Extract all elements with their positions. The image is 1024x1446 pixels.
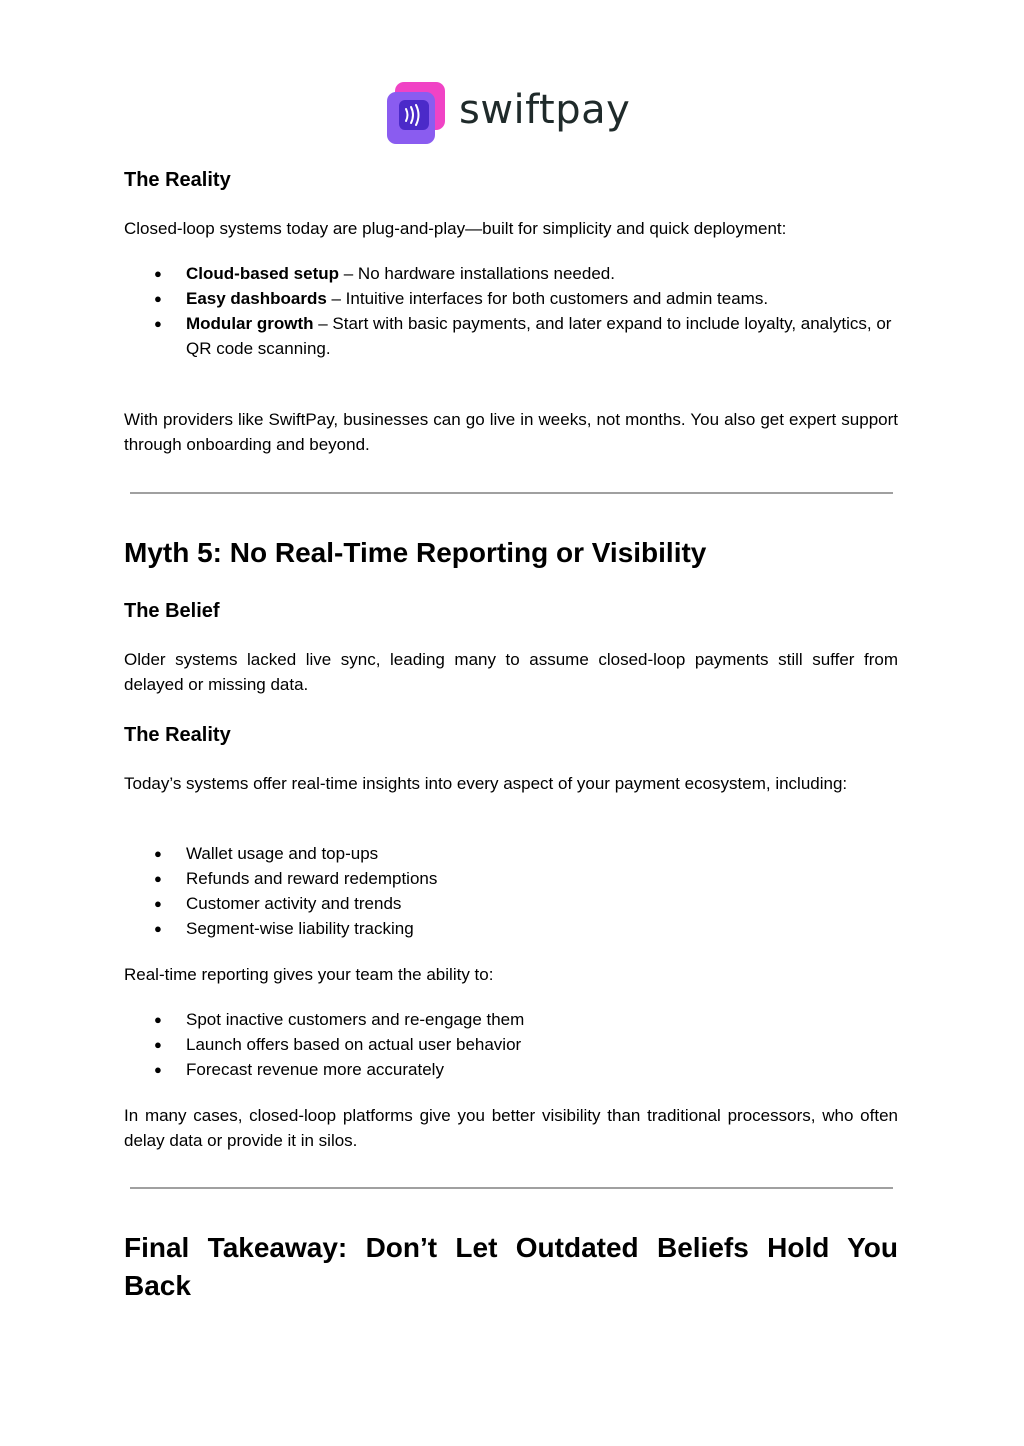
ability-intro-wrap (124, 962, 898, 987)
logo-wordmark: swiftpay (459, 87, 631, 133)
list-item (124, 261, 898, 286)
bullet-bold: Modular growth (186, 314, 314, 333)
divider (130, 492, 893, 494)
list-item: ● Wallet usage and top-ups (124, 841, 898, 866)
swiftpay-logo (385, 80, 645, 146)
list-item: ● Refunds and reward redemptions (124, 866, 898, 891)
reality-closing: With providers like SwiftPay, businesses can go live in weeks, not months. You also get expert support through onboarding and beyond. (124, 410, 898, 454)
list-item: ● Forecast revenue more accurately (124, 1057, 898, 1082)
list-item: ● Spot inactive customers and re-engage them (124, 1007, 898, 1032)
myth5-closing: In many cases, closed-loop platforms give you better visibility than traditional processors, who often delay data or provide it in silos. (124, 1106, 898, 1150)
ability-intro: Real-time reporting gives your team the ability to: (124, 965, 494, 984)
belief-text-wrap (124, 647, 898, 697)
divider (130, 1187, 893, 1189)
myth5-title-wrap (124, 534, 898, 572)
bullet-text: – Start with basic payments, and later expand to include loyalty, analytics, or QR code scanning. (186, 314, 892, 358)
list-item: ● Launch offers based on actual user behavior (124, 1032, 898, 1057)
final-title-wrap (124, 1229, 898, 1305)
final-title: Final Takeaway: Don’t Let Outdated Beliefs Hold You Back (124, 1232, 898, 1301)
myth5-title: Myth 5: No Real-Time Reporting or Visibility (124, 537, 707, 568)
abilities-list (124, 1007, 898, 1082)
list-item: ● Segment-wise liability tracking (124, 916, 898, 941)
belief-heading-wrap (124, 599, 898, 623)
list-item: ● Customer activity and trends (124, 891, 898, 916)
section-reality-1 (124, 168, 898, 192)
reality-bullets (124, 261, 898, 361)
myth5-closing-wrap (124, 1103, 898, 1153)
reality-intro: Closed-loop systems today are plug-and-play—built for simplicity and quick deployment: (124, 219, 787, 238)
belief-text: Older systems lacked live sync, leading many to assume closed-loop payments still suffer from delayed or missing data. (124, 650, 898, 694)
reality2-intro-wrap (124, 771, 898, 796)
bullet-bold: Easy dashboards (186, 289, 327, 308)
reality-heading-2: The Reality (124, 724, 231, 746)
reality-heading: The Reality (124, 169, 231, 191)
reality2-heading-wrap (124, 723, 898, 747)
list-item (124, 311, 898, 361)
reality-closing-wrap (124, 407, 898, 457)
bullet-bold: Cloud-based setup (186, 264, 340, 283)
bullet-text: – Intuitive interfaces for both customers and admin teams. (326, 289, 769, 308)
reality-intro-2: Today’s systems offer real-time insights into every aspect of your payment ecosystem, including: (124, 774, 848, 793)
list-item (124, 286, 898, 311)
reality-intro-wrap (124, 216, 898, 241)
bullet-text: – No hardware installations needed. (339, 264, 615, 283)
insights-list (124, 841, 898, 941)
belief-heading: The Belief (124, 600, 220, 622)
contactless-payment-icon (385, 82, 447, 144)
